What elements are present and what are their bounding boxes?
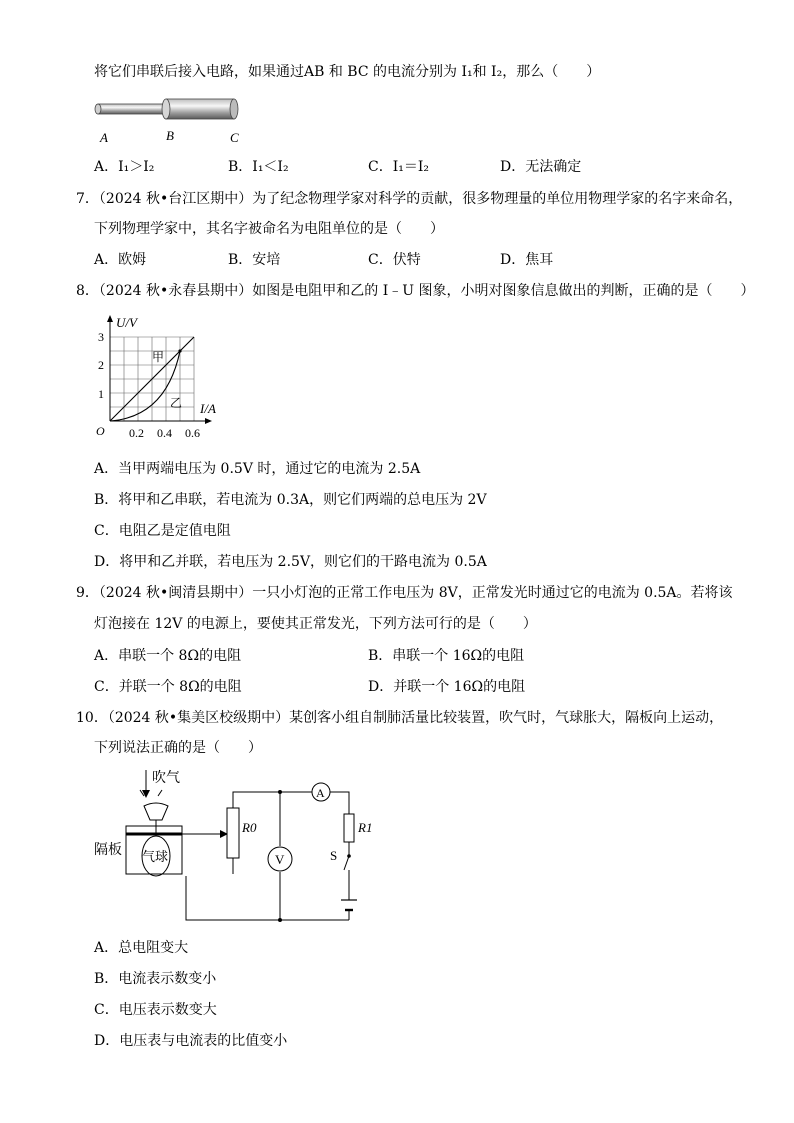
blow-label: 吹气 [152, 771, 180, 786]
resistor-r1 [344, 814, 354, 842]
q6-conductor-figure [94, 96, 254, 148]
label-b: B [166, 128, 174, 143]
q8-option-b[interactable]: B．将甲和乙串联，若电流为 0.3A，则它们两端的总电压为 2V [94, 492, 487, 508]
q10-circuit-diagram [90, 764, 380, 924]
rheostat-r0 [227, 808, 239, 858]
q8-stem: 8．（2024 秋•永春县期中）如图是电阻甲和乙的 I﹣U 图象，小明对图象信息做出的判断，正确的是（ ） [76, 283, 755, 299]
q10-option-d[interactable]: D．电压表与电流表的比值变小 [94, 1033, 288, 1049]
label-a: A [100, 130, 108, 145]
r1-label: R1 [358, 820, 373, 835]
q9-stem-line2: 灯泡接在 12V 的电源上，要使其正常发光，下列方法可行的是（ ） [94, 616, 537, 632]
balloon-label: 气球 [142, 849, 169, 864]
q6-stem: 将它们串联后接入电路，如果通过AB 和 BC 的电流分别为 I₁和 I₂，那么（ ） [94, 64, 601, 80]
x-tick-0.4: 0.4 [157, 426, 172, 440]
q9-option-c[interactable]: C．并联一个 8Ω的电阻 [94, 679, 242, 695]
q7-option-c[interactable]: C．伏特 [368, 252, 421, 268]
mouthpiece [144, 803, 168, 820]
q9-stem-line1: 9．（2024 秋•闽清县期中）一只小灯泡的正常工作电压为 8V，正常发光时通过它的电流为 0.5A。若将该 [76, 585, 733, 601]
label-c: C [230, 130, 239, 145]
q7-stem-line1: 7．（2024 秋•台江区期中）为了纪念物理学家对科学的贡献，很多物理量的单位用物理学家的名字来命名， [76, 191, 743, 207]
q8-option-d[interactable]: D．将甲和乙并联，若电压为 2.5V，则它们的干路电流为 0.5A [94, 554, 487, 570]
q7-option-d[interactable]: D．焦耳 [500, 252, 554, 268]
q8-iu-graph [96, 313, 226, 441]
q8-option-a[interactable]: A．当甲两端电压为 0.5V 时，通过它的电流为 2.5A [94, 461, 421, 477]
x-tick-0.2: 0.2 [129, 426, 144, 440]
switch-label: S [330, 848, 338, 863]
q6-option-b[interactable]: B．I₁＜I₂ [228, 159, 289, 175]
q6-option-a[interactable]: A．I₁＞I₂ [94, 159, 155, 175]
y-tick-3: 3 [98, 330, 104, 344]
q9-option-a[interactable]: A．串联一个 8Ω的电阻 [94, 648, 242, 664]
q9-option-d[interactable]: D．并联一个 16Ω的电阻 [368, 679, 526, 695]
q9-option-b[interactable]: B．串联一个 16Ω的电阻 [368, 648, 525, 664]
series-label-yi: 乙 [170, 396, 183, 410]
q7-option-a[interactable]: A．欧姆 [94, 252, 147, 268]
x-axis-label: I/A [200, 401, 216, 416]
switch-s [344, 856, 349, 870]
q10-stem-line1: 10．（2024 秋•集美区校级期中）某创客小组自制肺活量比较装置，吹气时，气球胀大，隔板向上运动， [76, 710, 724, 726]
q10-stem-line2: 下列说法正确的是（ ） [94, 740, 262, 756]
thick-wire-bc [166, 99, 234, 119]
x-tick-0.6: 0.6 [185, 426, 200, 440]
q8-option-c[interactable]: C．电阻乙是定值电阻 [94, 523, 231, 539]
q6-option-d[interactable]: D．无法确定 [500, 159, 582, 175]
q10-option-a[interactable]: A．总电阻变大 [94, 940, 189, 956]
y-tick-2: 2 [98, 358, 104, 372]
y-tick-1: 1 [98, 387, 104, 401]
q7-stem-line2: 下列物理学家中，其名字被命名为电阻单位的是（ ） [94, 221, 444, 237]
q10-option-c[interactable]: C．电压表示数变大 [94, 1002, 217, 1018]
thin-wire-ab [98, 104, 170, 114]
r0-label: R0 [242, 820, 257, 835]
y-axis-label: U/V [116, 315, 137, 330]
voltmeter-label: V [275, 852, 285, 867]
origin-label: O [96, 424, 105, 438]
series-label-jia: 甲 [152, 350, 165, 364]
q7-option-b[interactable]: B．安培 [228, 252, 281, 268]
plate-label: 隔板 [94, 843, 122, 858]
q6-option-c[interactable]: C．I₁＝I₂ [368, 159, 429, 175]
ammeter-label: A [316, 786, 325, 800]
q10-option-b[interactable]: B．电流表示数变小 [94, 971, 217, 987]
